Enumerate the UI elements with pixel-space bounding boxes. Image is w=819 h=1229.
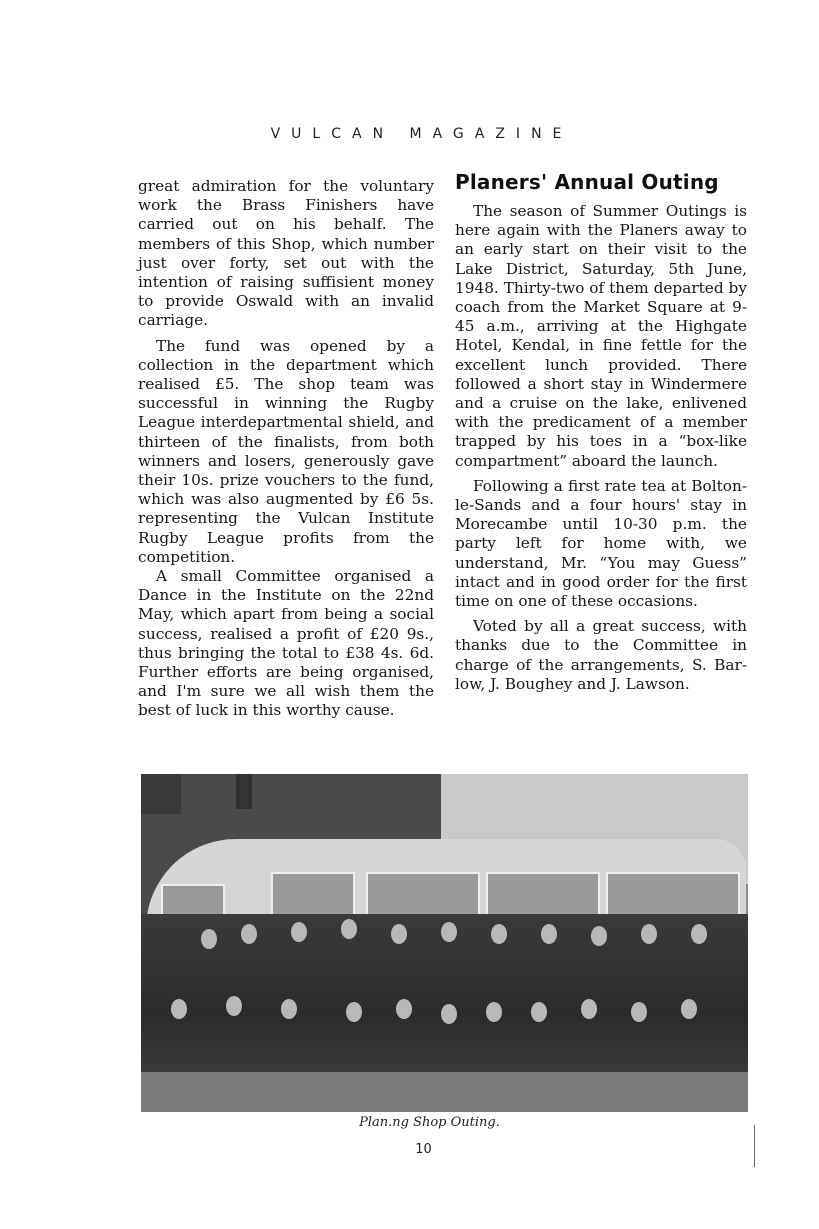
paragraph: Following a first rate tea at Bolton-le-Sands and a four hours' stay in Morecambe until 10-30 p.m. the party left for home with, we understand, Mr. “You may Guess” intact and in good order for the first time on one of these occasions. xyxy=(455,476,747,611)
photo-person xyxy=(641,924,657,944)
photo-person xyxy=(226,996,242,1016)
magazine-masthead: VULCAN MAGAZINE xyxy=(270,126,573,142)
photo-person xyxy=(581,999,597,1019)
photo-person xyxy=(396,999,412,1019)
photo-person xyxy=(591,926,607,946)
photo-person xyxy=(491,924,507,944)
photo-person xyxy=(441,922,457,942)
photo-ground xyxy=(141,1072,748,1112)
photo-person xyxy=(691,924,707,944)
photo-person xyxy=(291,922,307,942)
paragraph: A small Committee organised a Dance in the Institute on the 22nd May, which apart from being a social success, realised a profit of £20 9s., thus bringing the total to £38 4s. 6d. Further efforts are being organised, and I'm sure we all wish them the best of luck in this worthy cause. xyxy=(138,567,434,720)
paragraph: The season of Summer Outings is here again with the Planers away to an early start on their visit to the Lake District, Saturday, 5th June, 1948. Thirty-two of them departed by coach from the Market Square at 9-45 a.m., arriving at the Highgate Hotel, Kendal, in fine fettle for the excellent lunch provided. There followed a short stay in Windermere and a cruise on the lake, enlivened with the predicament of a member trapped by his toes in a “box-like compartment” aboard the launch. xyxy=(455,202,747,470)
photo-person xyxy=(201,929,217,949)
photo-person xyxy=(531,1002,547,1022)
paragraph: Voted by all a great success, with thanks due to the Committee in charge of the arrangements, S. Barlow, J. Boughey and J. Lawson. xyxy=(455,617,747,693)
photo-person xyxy=(241,924,257,944)
photo-caption: Plan.ng Shop Outing. xyxy=(359,1115,500,1130)
paragraph: The fund was opened by a collection in the department which realised £5. The shop team was successful in winning the Rugby League interdepartmental shield, and thirteen of the finalists, from both winners and losers, generously gave their 10s. prize vouchers to the fund, which was also augmented by £6 5s. representing the Vulcan Institute Rugby League profits from the competition. xyxy=(138,336,434,566)
photo-person xyxy=(631,1002,647,1022)
photo-person xyxy=(681,999,697,1019)
page-number: 10 xyxy=(415,1142,432,1157)
photo-person xyxy=(486,1002,502,1022)
article-headline: Planers' Annual Outing xyxy=(455,170,719,194)
scan-edge-line xyxy=(754,1125,755,1167)
right-column xyxy=(455,202,747,694)
photo-chimney xyxy=(236,774,252,809)
photo-person xyxy=(541,924,557,944)
photo-person xyxy=(281,999,297,1019)
paragraph: great admiration for the voluntary work the Brass Finishers have carried out on his behalf. The members of this Shop, which number just over forty, set out with the intention of raising suffisient money to provide Oswald with an invalid carriage. xyxy=(138,177,434,330)
group-photo xyxy=(141,774,748,1112)
photo-chimney xyxy=(141,774,181,814)
photo-person xyxy=(441,1004,457,1024)
photo-person xyxy=(341,919,357,939)
photo-person xyxy=(171,999,187,1019)
left-column xyxy=(138,177,434,721)
photo-person xyxy=(391,924,407,944)
photo-person xyxy=(346,1002,362,1022)
